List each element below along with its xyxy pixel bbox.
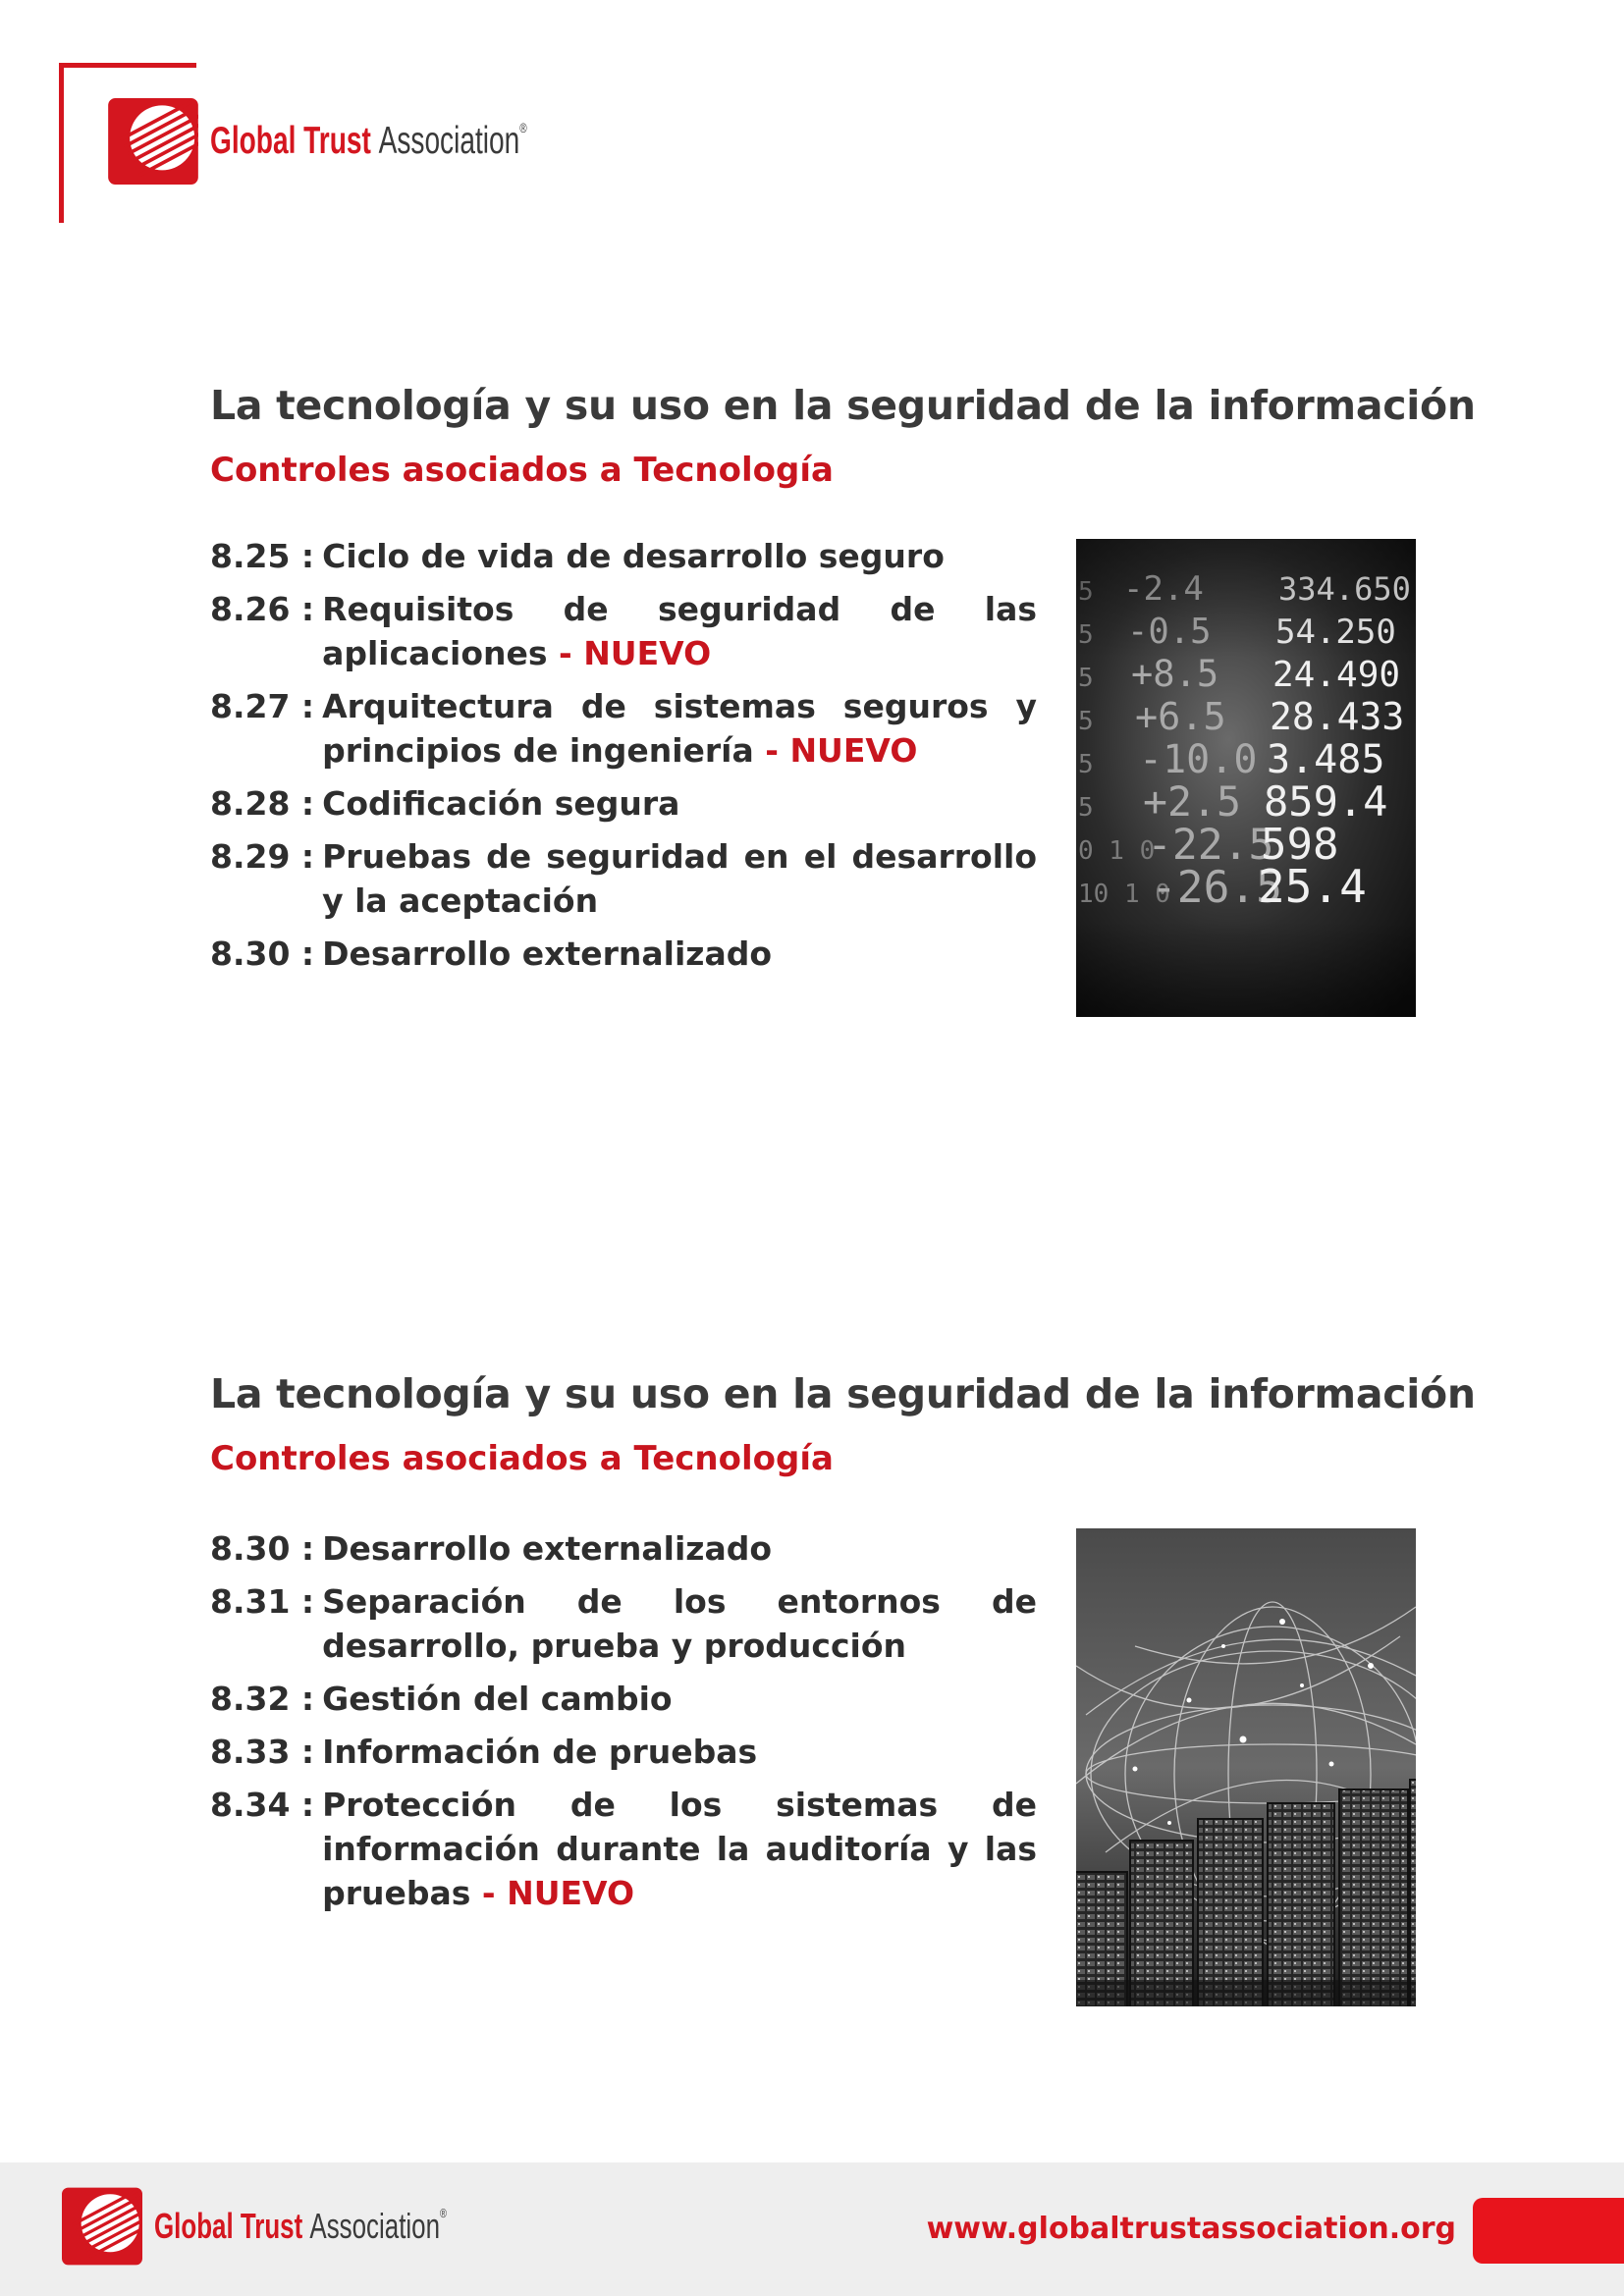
control-description (322, 1730, 1037, 1774)
control-text: Requisitos de seguridad de las aplicaciones (322, 590, 1037, 672)
control-text: Pruebas de seguridad en el desarrollo y la aceptación (322, 837, 1037, 920)
numbers-photo-svg (1076, 539, 1416, 1017)
control-item-8-27 (210, 684, 1037, 773)
registered-mark: ® (439, 2206, 447, 2220)
logo-wordmark (154, 2206, 447, 2247)
logo-name-grey: Association (378, 120, 520, 162)
control-text: Separación de los entornos de desarrollo, prueba y producción (322, 1582, 1037, 1665)
footer-accent-tab (1473, 2198, 1624, 2264)
controls-list (210, 534, 1037, 985)
control-text: Ciclo de vida de desarrollo seguro (322, 537, 945, 575)
globe-stripes-icon (108, 98, 198, 185)
control-item-8-30 (210, 1526, 1037, 1571)
control-description (322, 1783, 1037, 1915)
control-code: 8.30 : (210, 934, 315, 973)
control-item-8-31 (210, 1579, 1037, 1668)
control-code: 8.30 : (210, 1529, 315, 1568)
control-code: 8.26 : (210, 590, 315, 628)
control-description (322, 1677, 1037, 1721)
control-description (322, 534, 1037, 578)
footer-logo[interactable] (62, 2187, 561, 2266)
control-description (322, 684, 1037, 773)
control-description (322, 781, 1037, 826)
logo-wordmark (210, 120, 527, 163)
corner-bracket-vertical (59, 63, 64, 223)
control-description (322, 1579, 1037, 1668)
control-code: 8.28 : (210, 784, 315, 823)
corner-bracket-horizontal (59, 63, 196, 68)
controls-list (210, 1526, 1037, 1924)
section-subtitle: Controles asociados a Tecnología (210, 451, 834, 490)
control-code: 8.31 : (210, 1582, 315, 1621)
logo-name-red: Global Trust (154, 2206, 303, 2246)
control-item-8-28 (210, 781, 1037, 826)
control-code: 8.27 : (210, 687, 315, 725)
server-racks-photo (1076, 1528, 1416, 2006)
section-title: La tecnología y su uso en la seguridad de la información (210, 1370, 1476, 1417)
header-logo[interactable] (108, 98, 650, 185)
control-text: Información de pruebas (322, 1733, 758, 1771)
globe-stripes-icon (62, 2187, 142, 2266)
control-description (322, 932, 1037, 976)
control-item-8-26 (210, 587, 1037, 675)
section-technology-controls-1 (210, 377, 1476, 973)
control-description (322, 587, 1037, 675)
new-tag: - NUEVO (753, 731, 918, 770)
control-item-8-29 (210, 834, 1037, 923)
registered-mark: ® (519, 120, 527, 135)
control-code: 8.25 : (210, 537, 315, 575)
server-racks-photo-svg (1076, 1528, 1416, 2006)
control-code: 8.32 : (210, 1680, 315, 1718)
control-code: 8.33 : (210, 1733, 315, 1771)
control-item-8-33 (210, 1730, 1037, 1774)
control-item-8-25 (210, 534, 1037, 578)
section-title: La tecnología y su uso en la seguridad de la información (210, 382, 1476, 429)
control-text: Gestión del cambio (322, 1680, 673, 1718)
control-text: Codificación segura (322, 784, 680, 823)
control-description (322, 1526, 1037, 1571)
control-item-8-34 (210, 1783, 1037, 1915)
control-description (322, 834, 1037, 923)
control-text: Desarrollo externalizado (322, 1529, 773, 1568)
control-text: Arquitectura de sistemas seguros y principios de ingeniería (322, 687, 1037, 770)
section-subtitle: Controles asociados a Tecnología (210, 1439, 834, 1478)
control-item-8-30 (210, 932, 1037, 976)
new-tag: - NUEVO (470, 1874, 635, 1912)
website-link[interactable]: www.globaltrustassociation.org (926, 2212, 1456, 2246)
control-text: Desarrollo externalizado (322, 934, 773, 973)
control-item-8-32 (210, 1677, 1037, 1721)
control-text: Protección de los sistemas de información durante la auditoría y las pruebas (322, 1786, 1037, 1912)
logo-name-grey: Association (309, 2206, 440, 2246)
logo-name-red: Global Trust (210, 120, 371, 162)
control-code: 8.34 : (210, 1786, 315, 1824)
section-technology-controls-2 (210, 1365, 1476, 1912)
control-code: 8.29 : (210, 837, 315, 876)
new-tag: - NUEVO (547, 634, 712, 672)
financial-numbers-photo (1076, 539, 1416, 1017)
